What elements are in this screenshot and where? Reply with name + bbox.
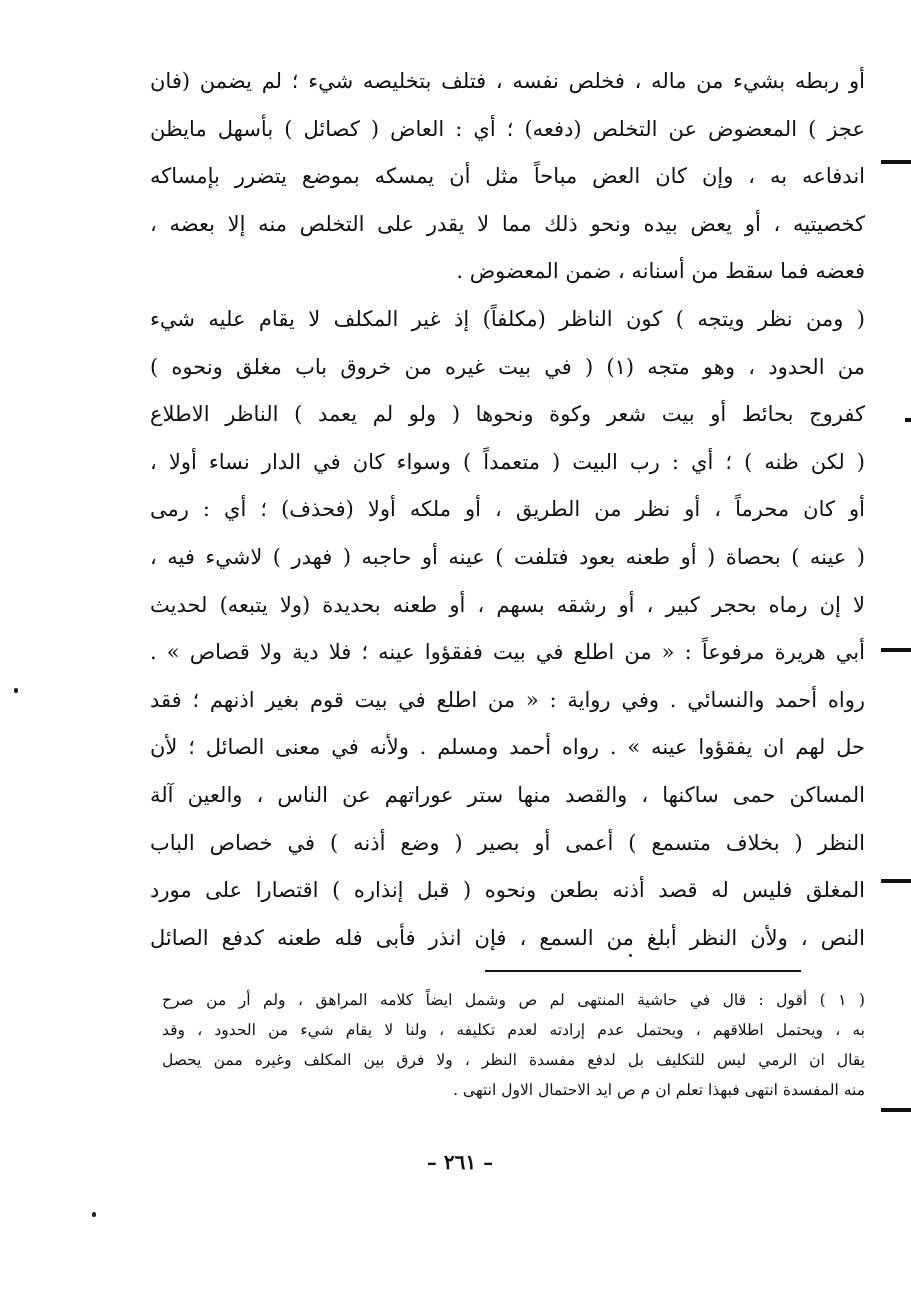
- text-line: النظر ( بخلاف متسمع ) أعمى أو بصير ( وضع أذنه ) في خصاص الباب: [150, 830, 865, 855]
- scan-speck: [14, 688, 18, 693]
- text-line: رواه أحمد والنسائي . وفي رواية : « من اطلع في بيت قوم بغير اذنهم ؛ فقد: [150, 687, 865, 712]
- text-line: لا إن رماه بحجر كبير ، أو رشقه بسهم ، أو طعنه بحديدة (ولا يتبعه) لحديث: [150, 592, 865, 617]
- text-line: حل لهم ان يفقؤوا عينه » . رواه أحمد ومسلم . ولأنه في معنى الصائل ؛ لأن: [150, 735, 865, 760]
- footnote-line: ( ١ ) أقول : قال في حاشية المنتهى لم ص وشمل ايضاً كلامه المراهق ، ولم أر من صرح: [162, 991, 865, 1009]
- margin-mark: [881, 1108, 911, 1112]
- text-line: أو كان محرماً ، أو نظر من الطريق ، أو ملكه أولا (فحذف) ؛ أي : رمى: [150, 497, 865, 522]
- text-line: النص ، ولأن النظر أبلغ من السمع ، فإن انذر فأبى فله طعنه كدفع الصائل: [150, 925, 865, 950]
- footnotes: [162, 985, 865, 1105]
- text-line: كخصيتيه ، أو يعض بيده ونحو ذلك مما لا يقدر على التخلص منه إلا بعضه ،: [150, 211, 865, 236]
- text-line: ( عينه ) بحصاة ( أو طعنه بعود فتلفت ) عينه أو حاجبه ( فهدر ) لاشيء فيه ،: [150, 544, 865, 569]
- text-line: اندفاعه به ، وإن كان العض مباحاً مثل أن يمسكه بموضع يتضرر بإمساكه: [150, 164, 865, 189]
- margin-mark: [881, 879, 911, 883]
- text-line: كفروج بحائط أو بيت شعر وكوة ونحوها ( ولو لم يعمد ) الناظر الاطلاع: [150, 402, 865, 427]
- footnote-line: منه المفسدة انتهى فبهذا تعلم ان م ص ايد الاحتمال الاول انتهى .: [453, 1081, 865, 1099]
- footnote-divider: [485, 970, 801, 972]
- scan-speck: [92, 1212, 96, 1217]
- text-line: ( لكن ظنه ) ؛ أي : رب البيت ( متعمداً ) وسواء كان في الدار نساء أولا ،: [150, 449, 865, 474]
- text-line: من الحدود ، وهو متجه (١) ( في بيت غيره من خروق باب مغلق ونحوه ): [150, 354, 865, 379]
- text-line: المساكن حمى ساكنها ، والقصد منها ستر عوراتهم عن الناس ، والعين آلة: [150, 782, 865, 807]
- text-line: عجز ) المعضوض عن التخلص (دفعه) ؛ أي : العاض ( كصائل ) بأسهل مايظن: [150, 116, 865, 141]
- margin-mark: [881, 160, 911, 164]
- text-line: أبي هريرة مرفوعاً : « من اطلع في بيت ففقؤوا عينه ؛ فلا دية ولا قصاص » .: [150, 640, 865, 665]
- page-number: – ٢٦١ –: [426, 1150, 494, 1174]
- margin-mark: [905, 418, 911, 422]
- footnote-line: يقال ان الرمي ليس للتكليف بل لدفع مفسدة النظر ، ولا فرق بين المكلف وغيره ممن يحصل: [162, 1051, 865, 1069]
- text-line: أو ربطه بشيء من ماله ، فخلص نفسه ، فتلف بتخليصه شيء ؛ لم يضمن (فان: [150, 69, 865, 93]
- footnote-line: به ، ويحتمل اطلاقهم ، ويحتمل عدم إرادته لعدم تكليفه ، ولنا لا يقام شيء من الحدود ، وقد: [162, 1021, 865, 1039]
- text-line: فعضه فما سقط من أسنانه ، ضمن المعضوض .: [456, 259, 865, 284]
- text-line: ( ومن نظر ويتجه ) كون الناظر (مكلفاً) إذ غير المكلف لا يقام عليه شيء: [150, 306, 865, 331]
- scan-speck: [629, 954, 632, 957]
- text-line: المغلق فليس له قصد أذنه بطعن ونحوه ( قبل إنذاره ) اقتصارا على مورد: [150, 878, 865, 903]
- main-text-body: [150, 58, 865, 962]
- margin-mark: [881, 648, 911, 652]
